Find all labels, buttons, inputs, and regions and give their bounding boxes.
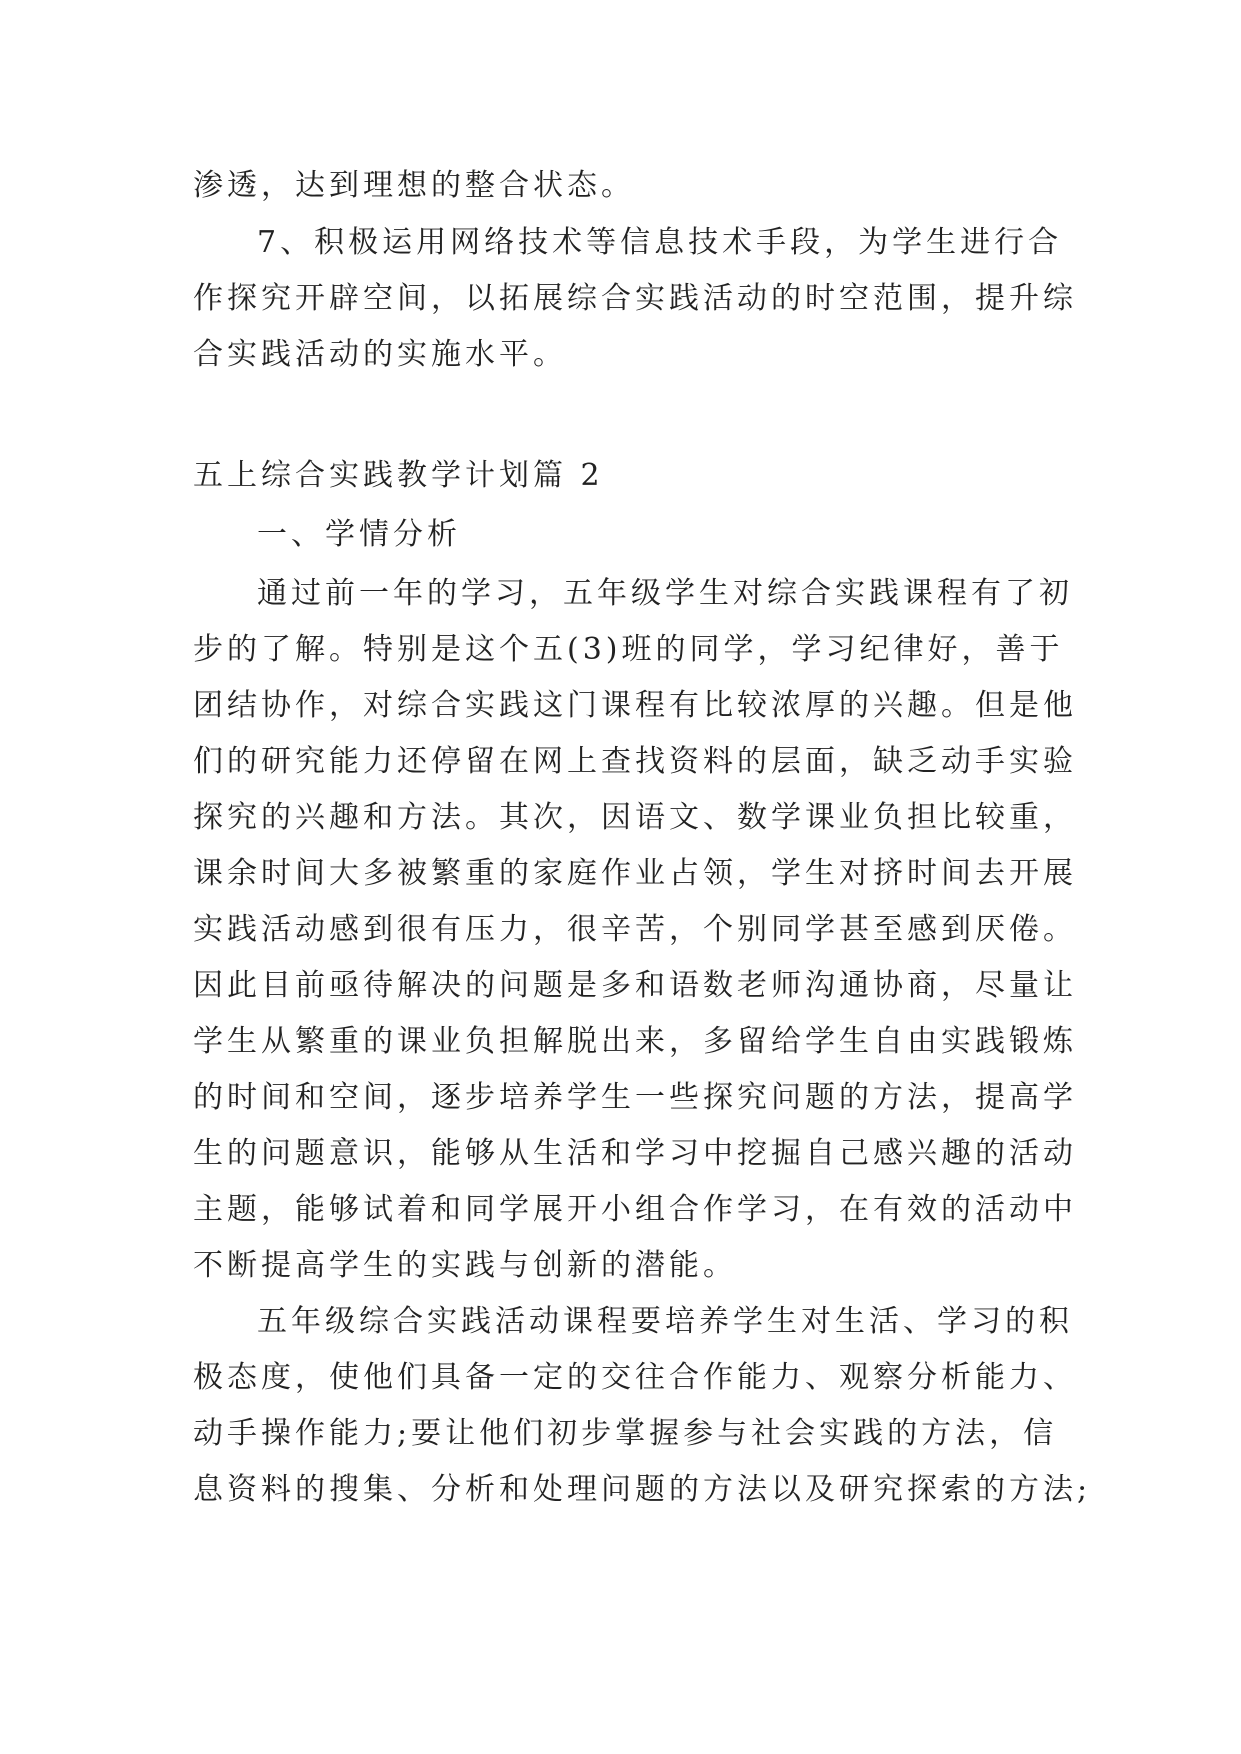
subsection-title: [193, 507, 1063, 563]
paragraph-course-goals: [193, 1294, 1092, 1518]
item-7-paragraph: [193, 215, 1077, 383]
paragraph-line: 因此目前亟待解决的问题是多和语数老师沟通协商，尽量让: [193, 968, 1077, 1003]
paragraph-line: 们的研究能力还停留在网上查找资料的层面，缺乏动手实验: [193, 744, 1077, 779]
paragraph-line: 动手操作能力;要让他们初步掌握参与社会实践的方法，信: [193, 1416, 1058, 1451]
paragraph-learning-analysis: [193, 566, 1077, 1294]
paragraph-line: 不断提高学生的实践与创新的潜能。: [193, 1248, 737, 1283]
paragraph-line: 合实践活动的实施水平。: [193, 337, 567, 372]
subsection-title-text: 一、学情分析: [257, 517, 461, 552]
paragraph-line: 探究的兴趣和方法。其次，因语文、数学课业负担比较重，: [193, 800, 1077, 835]
section-title: [193, 448, 1063, 504]
paragraph-line: 极态度，使他们具备一定的交往合作能力、观察分析能力、: [193, 1360, 1077, 1395]
paragraph-line: 通过前一年的学习，五年级学生对综合实践课程有了初: [257, 576, 1073, 611]
paragraph-line: 渗透，达到理想的整合状态。: [193, 168, 635, 203]
paragraph-line: 的时间和空间，逐步培养学生一些探究问题的方法，提高学: [193, 1080, 1077, 1115]
paragraph-line: 息资料的搜集、分析和处理问题的方法以及研究探索的方法;: [193, 1472, 1092, 1507]
paragraph-line: 作探究开辟空间，以拓展综合实践活动的时空范围，提升综: [193, 281, 1077, 316]
paragraph-line: 7、积极运用网络技术等信息技术手段，为学生进行合: [257, 225, 1063, 260]
section-title-text: 五上综合实践教学计划篇 2: [193, 458, 604, 493]
paragraph-line: 课余时间大多被繁重的家庭作业占领，学生对挤时间去开展: [193, 856, 1077, 891]
paragraph-line: 五年级综合实践活动课程要培养学生对生活、学习的积: [257, 1304, 1073, 1339]
paragraph-line: 主题，能够试着和同学展开小组合作学习，在有效的活动中: [193, 1192, 1077, 1227]
paragraph-line: 团结协作，对综合实践这门课程有比较浓厚的兴趣。但是他: [193, 688, 1077, 723]
paragraph-line: 实践活动感到很有压力，很辛苦，个别同学甚至感到厌倦。: [193, 912, 1077, 947]
paragraph-line: 学生从繁重的课业负担解脱出来，多留给学生自由实践锻炼: [193, 1024, 1077, 1059]
continued-paragraph: [193, 158, 1063, 214]
paragraph-line: 步的了解。特别是这个五(3)班的同学，学习纪律好，善于: [193, 632, 1064, 667]
paragraph-line: 生的问题意识，能够从生活和学习中挖掘自己感兴趣的活动: [193, 1136, 1077, 1171]
